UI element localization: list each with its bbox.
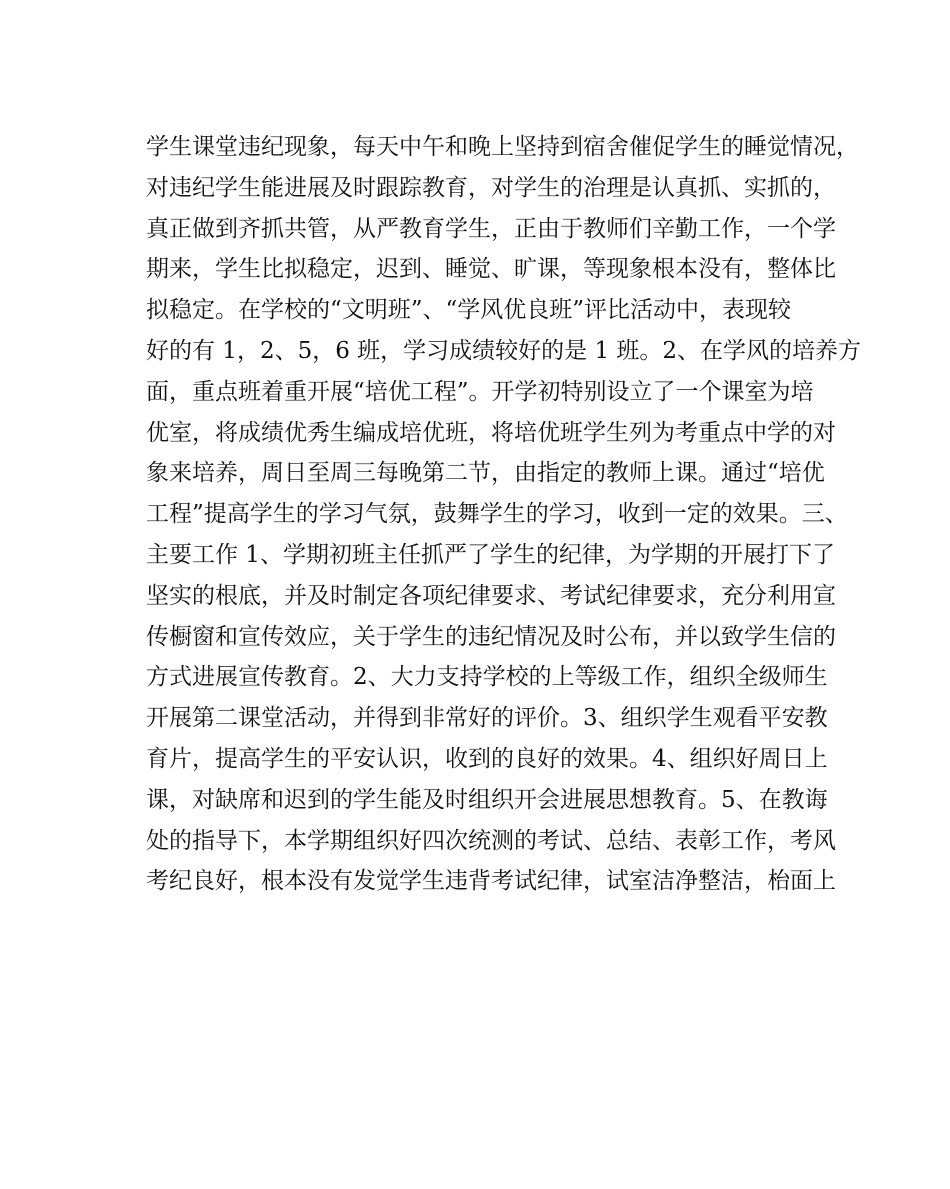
text-line: 课，对缺席和迟到的学生能及时组织开会进展思想教育。5、在教诲 bbox=[146, 786, 828, 813]
text-line: 面，重点班着重开展“培优工程”。开学初特别设立了一个课室为培 bbox=[146, 378, 814, 405]
text-line: 传橱窗和宣传效应，关于学生的违纪情况及时公布，并以致学生信的 bbox=[146, 623, 836, 650]
text-line: 主要工作 1、学期初班主任抓严了学生的纪律，为学期的开展打下了 bbox=[146, 541, 835, 568]
text-line: 学生课堂违纪现象，每天中午和晚上坚持到宿舍催促学生的睡觉情况， bbox=[146, 134, 859, 160]
text-line: 对违纪学生能进展及时跟踪教育，对学生的治理是认真抓、实抓的， bbox=[146, 174, 836, 201]
text-line: 好的有 1，2、5，6 班，学习成绩较好的是 1 班。2、在学风的培养方 bbox=[146, 337, 862, 364]
text-line: 育片，提高学生的平安认识，收到的良好的效果。4、组织好周日上 bbox=[146, 745, 828, 772]
body-paragraph bbox=[146, 127, 862, 902]
text-line: 方式进展宣传教育。2、大力支持学校的上等级工作，组织全级师生 bbox=[146, 664, 828, 691]
text-line: 期来，学生比拟稳定，迟到、睡觉、旷课，等现象根本没有，整体比 bbox=[146, 256, 836, 283]
text-line: 拟稳定。在学校的“文明班”、“学风优良班”评比活动中，表现较 bbox=[146, 297, 792, 324]
text-line: 真正做到齐抓共管，从严教育学生，正由于教师们辛勤工作，一个学 bbox=[146, 215, 836, 242]
text-line: 开展第二课堂活动，并得到非常好的评价。3、组织学生观看平安教 bbox=[146, 705, 828, 732]
text-line: 坚实的根底，并及时制定各项纪律要求、考试纪律要求，充分利用宣 bbox=[146, 582, 836, 609]
text-line: 工程”提高学生的学习气氛，鼓舞学生的学习，收到一定的效果。三、 bbox=[146, 501, 848, 528]
text-line: 象来培养，周日至周三每晚第二节，由指定的教师上课。通过“培优 bbox=[146, 460, 825, 487]
text-line: 处的指导下，本学期组织好四次统测的考试、总结、表彰工作，考风 bbox=[146, 827, 836, 854]
text-line: 考纪良好，根本没有发觉学生违背考试纪律，试室洁净整洁，枱面上 bbox=[146, 868, 836, 895]
text-line: 优室，将成绩优秀生编成培优班，将培优班学生列为考重点中学的对 bbox=[146, 419, 836, 446]
